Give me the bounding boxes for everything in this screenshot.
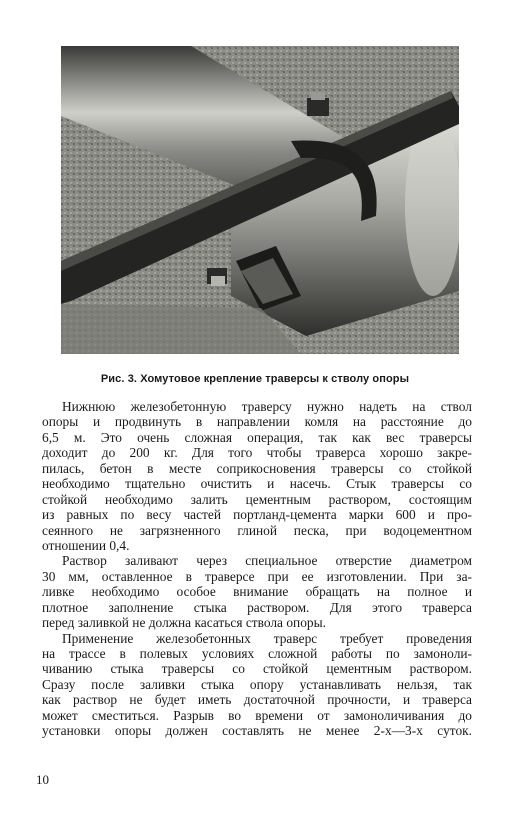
text-line: на трассе в полевых условиях сложной работы по замоноли- — [42, 646, 472, 661]
text-line: Раствор заливают через специальное отверстие диаметром — [62, 553, 472, 569]
text-line: 6,5 м. Это очень сложная операция, так как вес траверсы — [42, 429, 472, 445]
text-line: Применение железобетонных траверс требует проведения — [62, 630, 472, 646]
text-line: пилась, бетон в месте соприкосновения траверсы со стойкой — [42, 460, 472, 476]
text-line: из равных по весу частей портланд-цемента марки 600 и про- — [42, 507, 472, 523]
text-line: перед заливкой не должна касаться ствола опоры. — [42, 615, 326, 631]
text-line: может сместиться. Разрыв во времени от замоноличивания до — [42, 707, 472, 723]
text-line: 30 мм, оставленное в траверсе при ее изготовлении. При за- — [42, 568, 472, 584]
text-line: опоры и продвинуть в направлении комля на расстояние до — [42, 414, 472, 430]
text-line: отношении 0,4. — [42, 537, 130, 553]
body-text — [42, 399, 472, 739]
text-line: плотное заполнение стыка раствором. Для этого траверса — [42, 599, 472, 615]
text-line: необходимо тщательно очистить и насечь. Стык траверсы со — [42, 476, 472, 492]
page-number: 10 — [36, 772, 49, 787]
text-line: доходит до 200 кг. Для того чтобы траверса хорошо закре- — [42, 445, 472, 461]
text-line: Сразу после заливки стыка опору устанавливать нельзя, так — [42, 676, 472, 692]
figure-photo — [61, 46, 459, 354]
text-line: Нижнюю железобетонную траверсу нужно надеть на ствол — [62, 399, 472, 414]
text-line: чиванию стыка траверсы со стойкой цементным раствором. — [42, 661, 472, 677]
text-line: сеянного не загрязненного глиной песка, при водоцементном — [42, 522, 472, 538]
figure-caption: Рис. 3. Хомутовое крепление траверсы к стволу опоры — [100, 373, 410, 385]
text-line: ливке необходимо особое внимание обращать на полное и — [42, 584, 472, 600]
text-line: установки опоры должен составлять не менее 2-х—3-х суток. — [42, 723, 472, 739]
text-line: стойкой необходимо залить цементным раствором, состоящим — [42, 491, 472, 507]
text-line: как раствор не будет иметь достаточной прочности, и траверса — [42, 692, 472, 708]
